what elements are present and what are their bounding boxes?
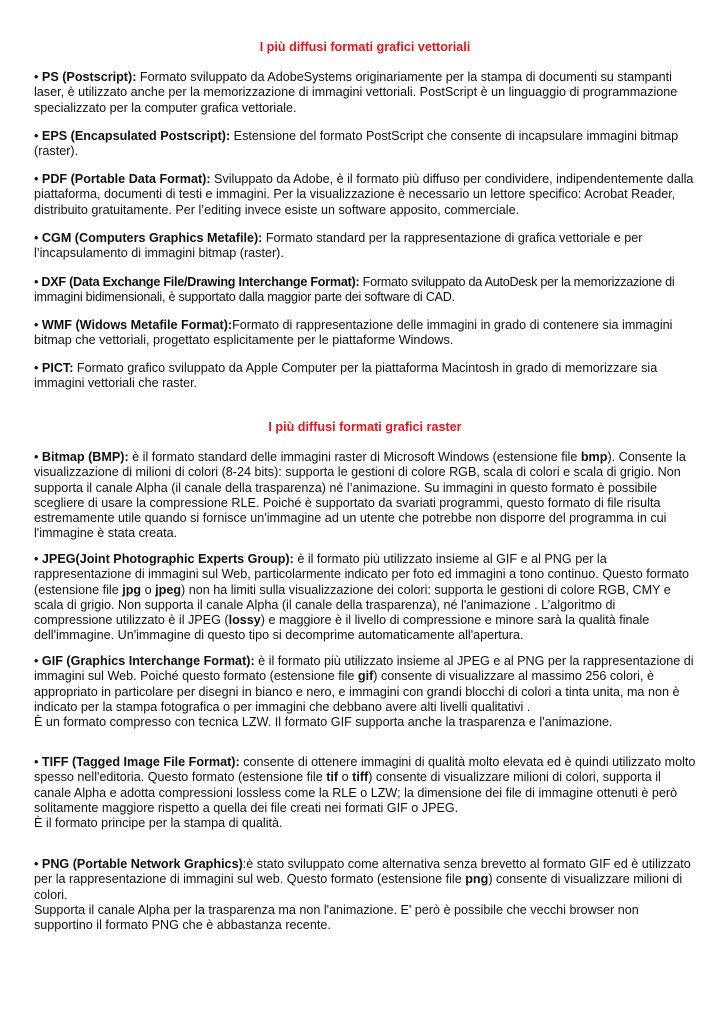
bullet: • <box>34 172 39 186</box>
bullet: • <box>34 450 39 464</box>
entry-jpeg <box>34 552 696 644</box>
lossy-term: lossy <box>228 613 261 628</box>
entry-tiff <box>34 755 696 831</box>
bullet: • <box>34 857 39 871</box>
bullet: • <box>34 231 39 245</box>
desc-gif-part: è il formato più utilizzato insieme al JPEG e al PNG per la rappresentazione di immagini sul Web. Poiché questo formato (estensione file <box>34 654 694 684</box>
desc-gif-part: ) consente di visualizzare al massimo 256 colori, è appropriato in particolare per disegni in bianco e nero, e immagini con grandi blocchi di colori a tinta unita, ma non è indicato per la stampa fotografica o per immagini che debbano avere alti livelli qualitativi . <box>34 669 680 714</box>
desc-png-part: Supporta il canale Alpha per la trasparenza ma non l'animazione. E' però è possibile che vecchi browser non supportino il formato PNG che è abbastanza recente. <box>34 902 639 933</box>
raster-section-title: I più diffusi formati grafici raster <box>268 420 462 434</box>
desc-jpeg-part: ) e maggiore è il livello di compressione e minore sarà la qualità finale dell'immagine. Un'immagine di questo tipo si decomprime automaticamente all'apertura. <box>34 613 650 643</box>
desc-tiff-part: consente di ottenere immagini di qualità molto elevata ed è quindi utilizzato molto spesso nell'editoria. Questo formato (estensione file <box>34 755 696 785</box>
term-tiff: TIFF (Tagged Image File Format): <box>41 755 240 769</box>
term-pdf: PDF (Portable Data Format): <box>41 172 211 186</box>
desc-wmf: Formato di rappresentazione delle immagini in grado di contenere sia immagini bitmap che vettoriali, progettato esplicitamente per le piattaforme Windows. <box>34 318 673 348</box>
desc-pdf: Sviluppato da Adobe, è il formato più diffuso per condividere, indipendentemente dalla piattaforma, documenti di testi e immagini. Per la visualizzazione è necessario un lettore specifico: Acrobat Reader, distribuito gratuitamente. Per l’editing invece esiste un software apposito, commerciale. <box>34 172 694 217</box>
bullet: • <box>34 318 39 332</box>
entry-bmp <box>34 450 696 542</box>
desc-cgm: Formato standard per la rappresentazione di grafica vettoriale e per l’incapsulamento di immagini bitmap (raster). <box>34 231 643 261</box>
bullet: • <box>34 129 39 143</box>
term-jpeg: JPEG(Joint Photographic Experts Group): <box>41 552 294 566</box>
desc-jpeg-part: è il formato più utilizzato insieme al GIF e al PNG per la rappresentazione di immagini sul Web, particolarmente indicato per foto ed immagini a tono continuo. Questo formato (estensione file <box>34 552 689 597</box>
entry-wmf <box>34 318 696 349</box>
ext-bmp: bmp <box>580 450 608 464</box>
bullet: • <box>34 275 39 289</box>
desc-jpeg-part: o <box>141 582 156 597</box>
entry-eps <box>34 129 696 160</box>
ext-png: png <box>465 872 489 887</box>
ext-tiff: tiff <box>352 770 369 785</box>
entry-ps <box>34 70 696 116</box>
entry-cgm <box>34 231 696 262</box>
ext-jpeg: jpeg <box>155 582 182 597</box>
desc-png-part: ) consente di visualizzare milioni di colori. <box>34 872 683 902</box>
desc-tiff-part: ) consente di visualizzare milioni di colori, supporta il canale Alpha e adotta compressioni lossless come la RLE o LZW; la dimensione dei file di immagine ottenuti è però solitamente maggiore rispetto a quella dei file creati nei formati GIF o JPEG. <box>34 770 678 815</box>
term-ps: PS (Postscript): <box>41 70 137 84</box>
entry-dxf <box>34 275 696 306</box>
desc-dxf: Formato sviluppato da AutoDesk per la memorizzazione di immagini bidimensionali, è supportato dalla maggior parte dei software di CAD. <box>34 275 675 305</box>
desc-pict: Formato grafico sviluppato da Apple Computer per la piattaforma Macintosh in grado di memorizzare sia immagini vettoriali che raster. <box>34 361 658 391</box>
desc-eps: Estensione del formato PostScript che consente di incapsulare immagini bitmap (raster). <box>34 129 679 159</box>
bullet: • <box>34 654 39 668</box>
desc-ps: Formato sviluppato da AdobeSystems originariamente per la stampa di documenti su stampanti laser, è utilizzato anche per la memorizzazione di immagini vettoriali. PostScript è un linguaggio di programmazione specializzato per la computer grafica vettoriale. <box>34 70 678 115</box>
vector-section-title: I più diffusi formati grafici vettoriali <box>259 40 471 54</box>
entry-pict <box>34 361 696 392</box>
term-eps: EPS (Encapsulated Postscript): <box>41 129 231 143</box>
term-pict: PICT: <box>41 361 74 375</box>
entry-png <box>34 857 696 933</box>
term-gif: GIF (Graphics Interchange Format): <box>41 654 255 668</box>
ext-tif: tif <box>326 770 339 785</box>
term-wmf: WMF (Widows Metafile Format): <box>41 318 233 332</box>
term-png: PNG (Portable Network Graphics) <box>41 857 243 871</box>
desc-bmp-part: è il formato standard delle immagini raster di Microsoft Windows (estensione file <box>128 450 581 464</box>
bullet: • <box>34 552 39 566</box>
bullet: • <box>34 70 39 84</box>
desc-tiff-part: o <box>338 770 353 785</box>
bullet: • <box>34 361 39 375</box>
desc-png-part: :è stato sviluppato come alternativa senza brevetto al formato GIF ed è utilizzato per la rappresentazione di immagini sul web. Questo formato (estensione file <box>34 857 691 887</box>
desc-jpeg-part: ) non ha limiti sulla visualizzazione dei colori: supporta le gestioni di colore RGB, CMY e scala di grigio. Non supporta il canale Alpha (il canale della trasparenza), né l'animazione . L’algoritmo di compressione utilizzato è il JPEG ( <box>34 582 671 628</box>
desc-gif-part: È un formato compresso con tecnica LZW. Il formato GIF supporta anche la trasparenza e l'animazione. <box>34 715 613 730</box>
entry-pdf <box>34 172 696 218</box>
desc-tiff-part: È il formato principe per la stampa di qualità. <box>34 816 283 831</box>
ext-jpg: jpg <box>122 582 142 597</box>
entry-gif <box>34 654 696 730</box>
desc-bmp-part: ). Consente la visualizzazione di milioni di colori (8-24 bits): supporta le gestioni di colore RGB, scala di colori e scala di grigio. Non supporta il canale Alpha (il canale della trasparenza) né l’animazione. Su immagini in questo formato è possibile scegliere di usare la compressione RLE. Poiché è supportato da svariati programmi, questo formato di file risulta estremamente utile quando si fornisce un'immagine ad un utente che potrebbe non disporre del programma in cui l'immagine è stata creata. <box>34 450 686 541</box>
ext-gif: gif <box>357 669 374 684</box>
term-dxf: DXF (Data Exchange File/Drawing Interchange Format): <box>41 275 360 289</box>
bullet: • <box>34 755 39 769</box>
term-bmp: Bitmap (BMP): <box>41 450 129 464</box>
term-cgm: CGM (Computers Graphics Metafile): <box>41 231 263 245</box>
